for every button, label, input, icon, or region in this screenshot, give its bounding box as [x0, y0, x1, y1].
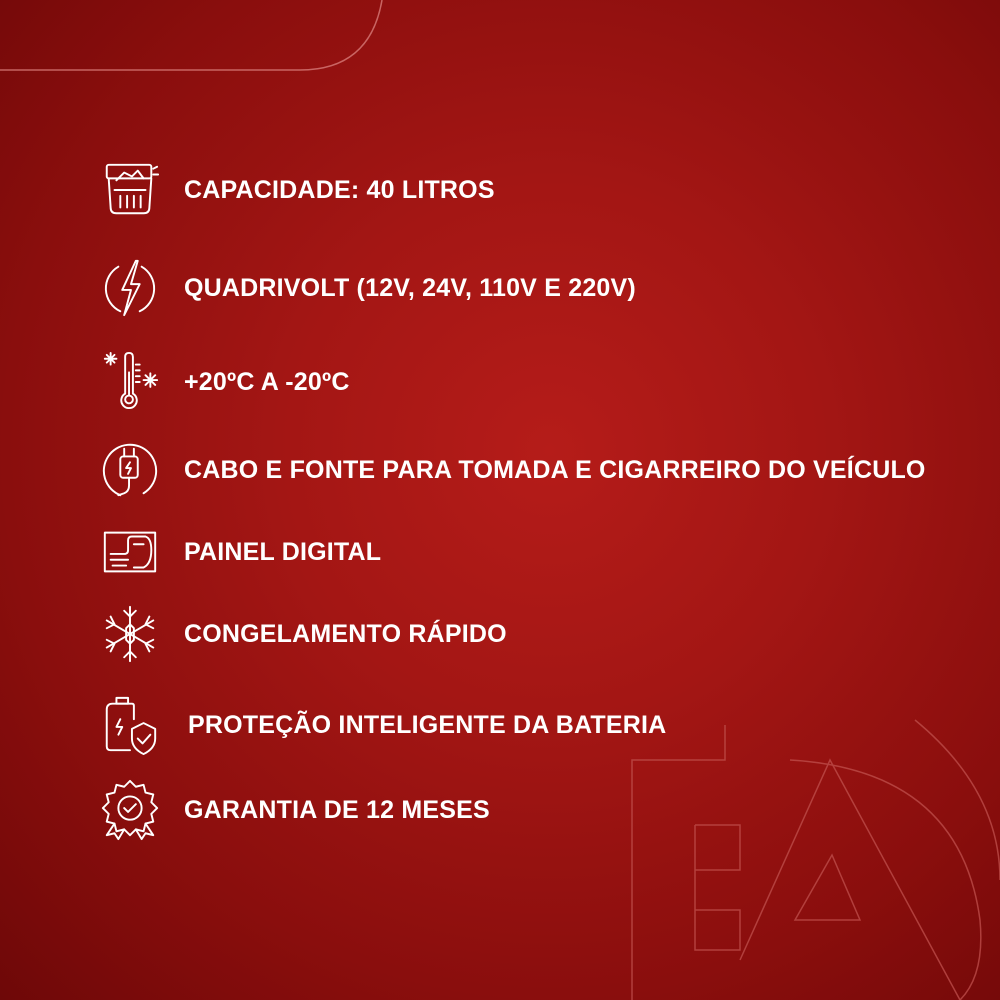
plug-icon	[98, 435, 162, 505]
feature-label: GARANTIA DE 12 MESES	[184, 795, 490, 824]
feature-voltage	[98, 253, 636, 323]
snowflake-icon	[98, 599, 162, 669]
feature-freezing	[98, 599, 507, 669]
feature-panel	[98, 517, 381, 587]
cooler-box-icon	[98, 155, 162, 225]
feature-temperature	[98, 347, 350, 417]
warranty-badge-icon	[98, 775, 162, 845]
touch-panel-icon	[98, 517, 162, 587]
feature-label: QUADRIVOLT (12V, 24V, 110V E 220V)	[184, 273, 636, 302]
feature-label: CABO E FONTE PARA TOMADA E CIGARREIRO DO VEÍCULO	[184, 455, 926, 484]
battery-shield-icon	[98, 690, 162, 760]
feature-battery-protection	[98, 690, 666, 760]
feature-label: PROTEÇÃO INTELIGENTE DA BATERIA	[188, 710, 667, 739]
feature-cable	[98, 435, 926, 505]
lightning-icon	[98, 253, 162, 323]
feature-label: CAPACIDADE: 40 LITROS	[184, 175, 495, 204]
feature-label: CONGELAMENTO RÁPIDO	[184, 619, 507, 648]
brand-watermark	[632, 720, 1000, 1000]
feature-label: PAINEL DIGITAL	[184, 537, 382, 566]
feature-warranty	[98, 775, 490, 845]
thermometer-snowflake-icon	[98, 347, 162, 417]
feature-label: +20ºC A -20ºC	[184, 367, 350, 396]
feature-capacity	[98, 155, 495, 225]
